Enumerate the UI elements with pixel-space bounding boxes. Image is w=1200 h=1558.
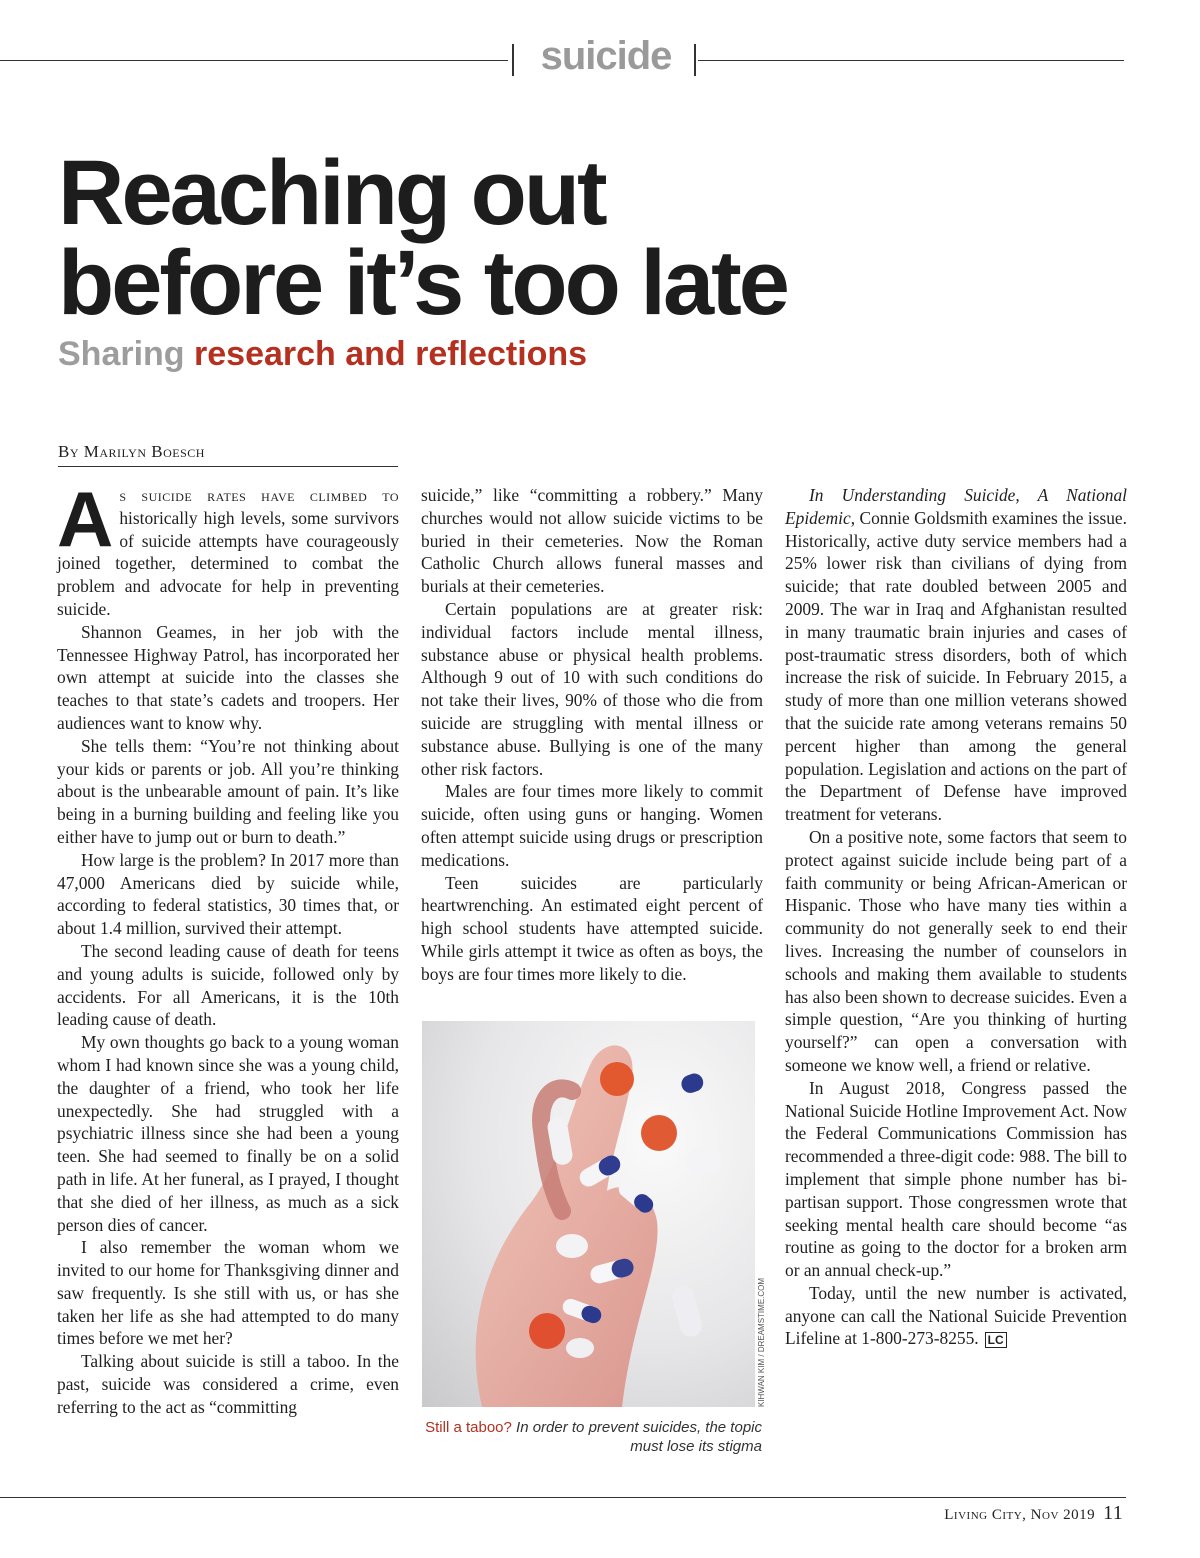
- paragraph: The second leading cause of death for teens and young adults is suicide, followed only by accidents. For all Americans, it is the 10th leading cause of death.: [57, 940, 399, 1030]
- paragraph: Males are four times more likely to commit suicide, often using guns or hanging. Women often attempt suicide using drugs or prescription medications.: [421, 781, 763, 870]
- photo-caption: [422, 1418, 762, 1456]
- paragraph: Shannon Geames, in her job with the Tennessee Highway Patrol, has incorporated her own attempt at suicide into the classes she teaches to that state’s cadets and troopers. Her audiences want to know why.: [57, 621, 399, 733]
- page-number: 11: [1103, 1502, 1123, 1524]
- paragraph: Teen suicides are particularly heartwrenching. An estimated eight percent of high school students have attempted suicide. While girls attempt it twice as often as boys, the boys are four times more likely to die.: [421, 872, 763, 984]
- header-rule-left: [0, 60, 508, 61]
- subheadline: [58, 334, 587, 374]
- footer-rule: [0, 1497, 1126, 1498]
- paragraph: In August 2018, Congress passed the National Suicide Hotline Improvement Act. Now the Federal Communications Commission has recommended a three-digit code: 988. The bill to implement that simple phone number has bi-partisan support. Those congressmen wrote that seeking mental health care should become “as routine as going to the doctor for a broken arm or an annual check-up.”: [785, 1077, 1127, 1281]
- byline: By Marilyn Boesch: [58, 442, 398, 467]
- paragraph: I also remember the woman whom we invited to our home for Thanksgiving dinner and saw frequently. Is she still with us, or has she taken her life as she had attempted to do many times before we met her?: [57, 1237, 399, 1349]
- lead-in-smallcaps: s suicide rates have climbed to: [119, 485, 399, 505]
- paragraph-text: , Connie Goldsmith examines the issue. Historically, active duty service members had a 25% lower risk than civilians of dying from suicide; that rate doubled between 2005 and 2009. The war in Iraq and Afghanistan resulted in many traumatic brain injuries and cases of post-traumatic stress disorders, both of which increase the risk of suicide. In February 2015, a study of more than one million veterans showed that the suicide rate among veterans remains 50 percent higher than among the general population. Legislation and actions on the part of the Department of Defense have improved treatment for veterans.: [785, 507, 1127, 825]
- column-3: [785, 484, 1127, 1350]
- paragraph: She tells them: “You’re not thinking about your kids or parents or job. All you’re thinking about is the unbearable amount of pain. It’s like being in a burning building and feeling like you either have to jump out or burn to death.”: [57, 735, 399, 847]
- paragraph: [785, 1282, 1127, 1350]
- paragraph: Talking about suicide is still a taboo. In the past, suicide was considered a crime, even referring to the act as “committing: [57, 1351, 399, 1417]
- headline-line-2: before it’s too late: [58, 232, 787, 334]
- end-mark-logo: LC: [985, 1332, 1007, 1348]
- paragraph: On a positive note, some factors that seem to protect against suicide include being part of a faith community or being African-American or Hispanic. Those who have many ties within a community do not generally seek to end their lives. Increasing the number of counselors in schools and making them available to students has also been shown to decrease suicides. Even a simple question, “Are you thinking of hurting yourself?” can open a conversation with someone we know well, a friend or relative.: [785, 826, 1127, 1075]
- headline: [58, 142, 1158, 334]
- pills-hand-illustration: [422, 1021, 755, 1407]
- column-1: [57, 475, 399, 1419]
- photo-credit: KIHWAN KIM / DREAMSTIME.COM: [757, 1277, 766, 1407]
- subhead-red: research and reflections: [194, 335, 588, 373]
- caption-lead: Still a taboo?: [425, 1419, 512, 1436]
- section-label: suicide: [540, 34, 672, 78]
- publication-info: Living City, Nov 2019: [944, 1507, 1096, 1523]
- paragraph: Certain populations are at greater risk: individual factors include mental illness, substance abuse or physical health problems. Although 9 out of 10 with such conditions do not take their lives, 90% of those who die from suicide are struggling with mental illness or substance abuse. Bullying is one of the many other risk factors.: [421, 598, 763, 779]
- subhead-gray: Sharing: [58, 335, 185, 373]
- book-title: In Understanding Suicide, A National Epidemic: [785, 485, 1127, 528]
- header-tick-right: [694, 44, 696, 76]
- paragraph: [785, 484, 1127, 826]
- paragraph: My own thoughts go back to a young woman whom I had known since she was a young child, the daughter of a friend, who took her life unexpectedly. She had struggled with a psychiatric illness since she had been a young teen. She had seemed to finally be on a solid path in life. At her funeral, as I prayed, I thought that she died of her illness, as much as a sick person dies of cancer.: [57, 1032, 399, 1235]
- paragraph: [57, 475, 399, 621]
- paragraph: suicide,” like “committing a robbery.” Many churches would not allow suicide victims to be buried in their cemeteries. Now the Roman Catholic Church allows funeral masses and burials at their cemeteries.: [421, 485, 763, 597]
- caption-text: In order to prevent suicides, the topic must lose its stigma: [511, 1419, 762, 1455]
- drop-cap: A: [57, 475, 114, 563]
- page-footer: [944, 1502, 1123, 1525]
- pills-photo: [422, 1021, 755, 1407]
- paragraph: How large is the problem? In 2017 more than 47,000 Americans died by suicide while, according to federal statistics, 30 times that, or about 1.4 million, survived their attempt.: [57, 849, 399, 939]
- headline-line-1: Reaching out: [58, 142, 605, 244]
- header-rule-right: [698, 60, 1124, 61]
- closing-paragraph-text: Today, until the new number is activated, anyone can call the National Suicide Prevention Lifeline at 1-800-273-8255.: [785, 1282, 1127, 1349]
- lead-paragraph-text: historically high levels, some survivors of suicide attempts have courageously joined together, determined to combat the problem and advocate for help in preventing suicide.: [57, 507, 399, 619]
- header-tick-left: [512, 44, 514, 76]
- column-2: [421, 484, 763, 986]
